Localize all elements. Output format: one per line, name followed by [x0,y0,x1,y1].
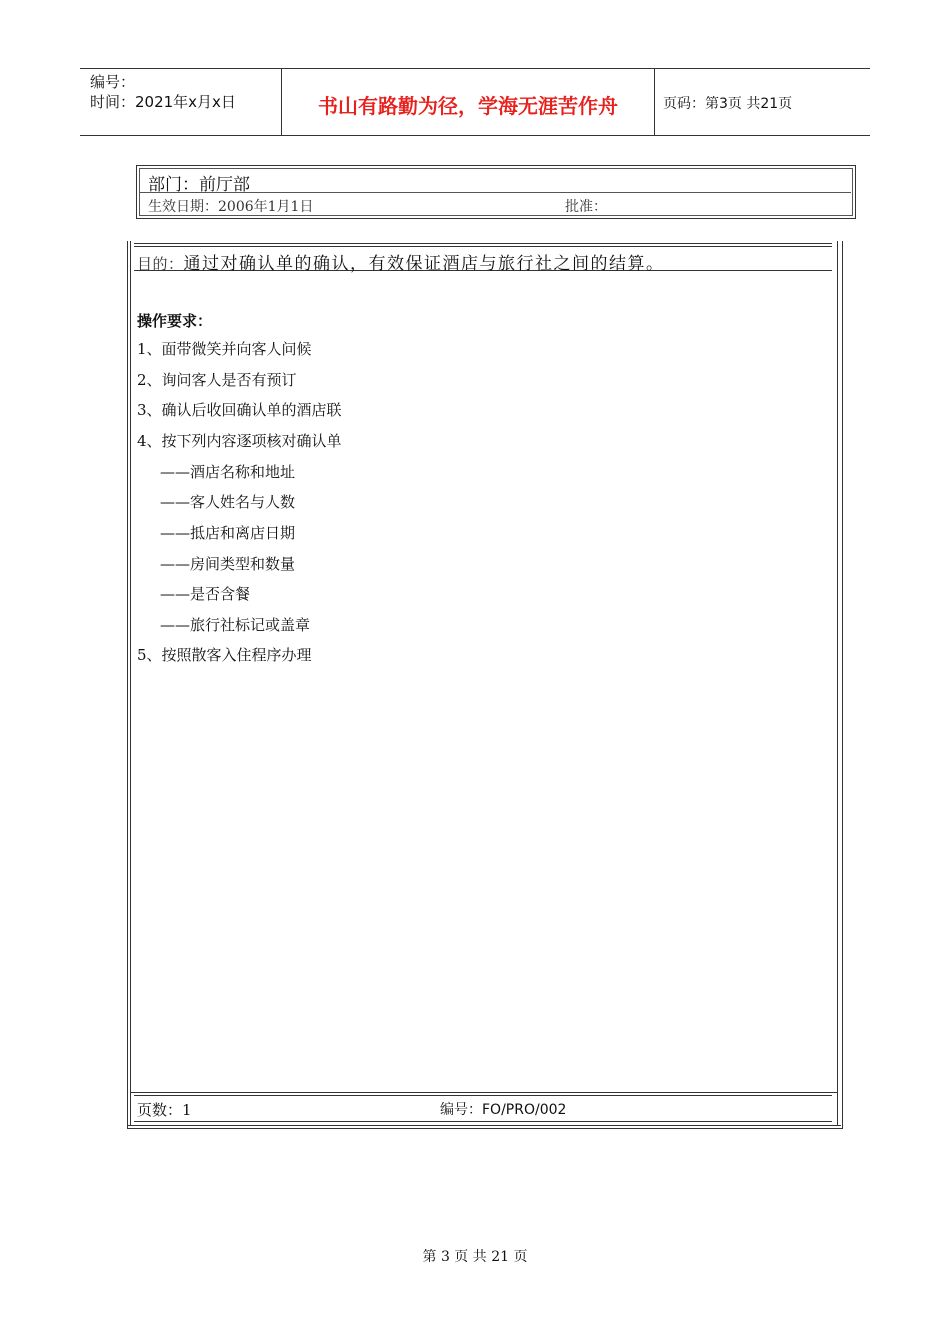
header-divider [654,68,655,135]
sub-item: ——房间类型和数量 [160,555,296,573]
list-item: 2、询问客人是否有预订 [137,371,297,389]
footer-rule [130,1092,837,1093]
code-label: 编号： [90,73,136,91]
header-top-rule [80,68,870,69]
sub-item: ——酒店名称和地址 [160,463,296,481]
frame-bottom-rule [127,1125,841,1126]
frame-top-rule [134,243,832,244]
list-item: 5、按照散客入住程序办理 [137,646,312,664]
purpose-label: 目的： [137,255,184,273]
frame-top-rule [134,246,832,247]
approval-label: 批准： [565,199,607,215]
header-bottom-rule [80,135,870,136]
list-item: 3、确认后收回确认单的酒店联 [137,401,342,419]
sub-item: ——是否含餐 [160,585,251,603]
sub-item: ——客人姓名与人数 [160,493,296,511]
purpose-text: 通过对确认单的确认，有效保证酒店与旅行社之间的结算。 [183,254,665,274]
frame-inner-right-rule [837,241,838,1126]
page-footer: 第 3 页 共 21 页 [422,1249,528,1265]
effective-date: 生效日期：2006年1月1日 [148,199,314,215]
sub-item: ——旅行社标记或盖章 [160,616,311,634]
list-item: 4、按下列内容逐项核对确认单 [137,432,342,450]
footer-rule [134,1095,832,1096]
sub-item: ——抵店和离店日期 [160,524,296,542]
form-code: 编号：FO/PRO/002 [440,1102,567,1118]
footer-rule [134,1121,832,1122]
time-label: 时间：2021年x月x日 [90,93,236,111]
form-page-count: 页数：1 [137,1101,192,1119]
department-label: 部门：前厅部 [148,175,250,195]
frame-inner-left-rule [130,241,131,1126]
page-code: 页码：第3页 共21页 [663,96,793,112]
requirements-title: 操作要求： [137,312,213,330]
list-item: 1、面带微笑并向客人问候 [137,340,312,358]
header-meta [90,72,236,112]
purpose [137,249,665,274]
motto: 书山有路勤为径，学海无涯苦作舟 [318,94,618,118]
